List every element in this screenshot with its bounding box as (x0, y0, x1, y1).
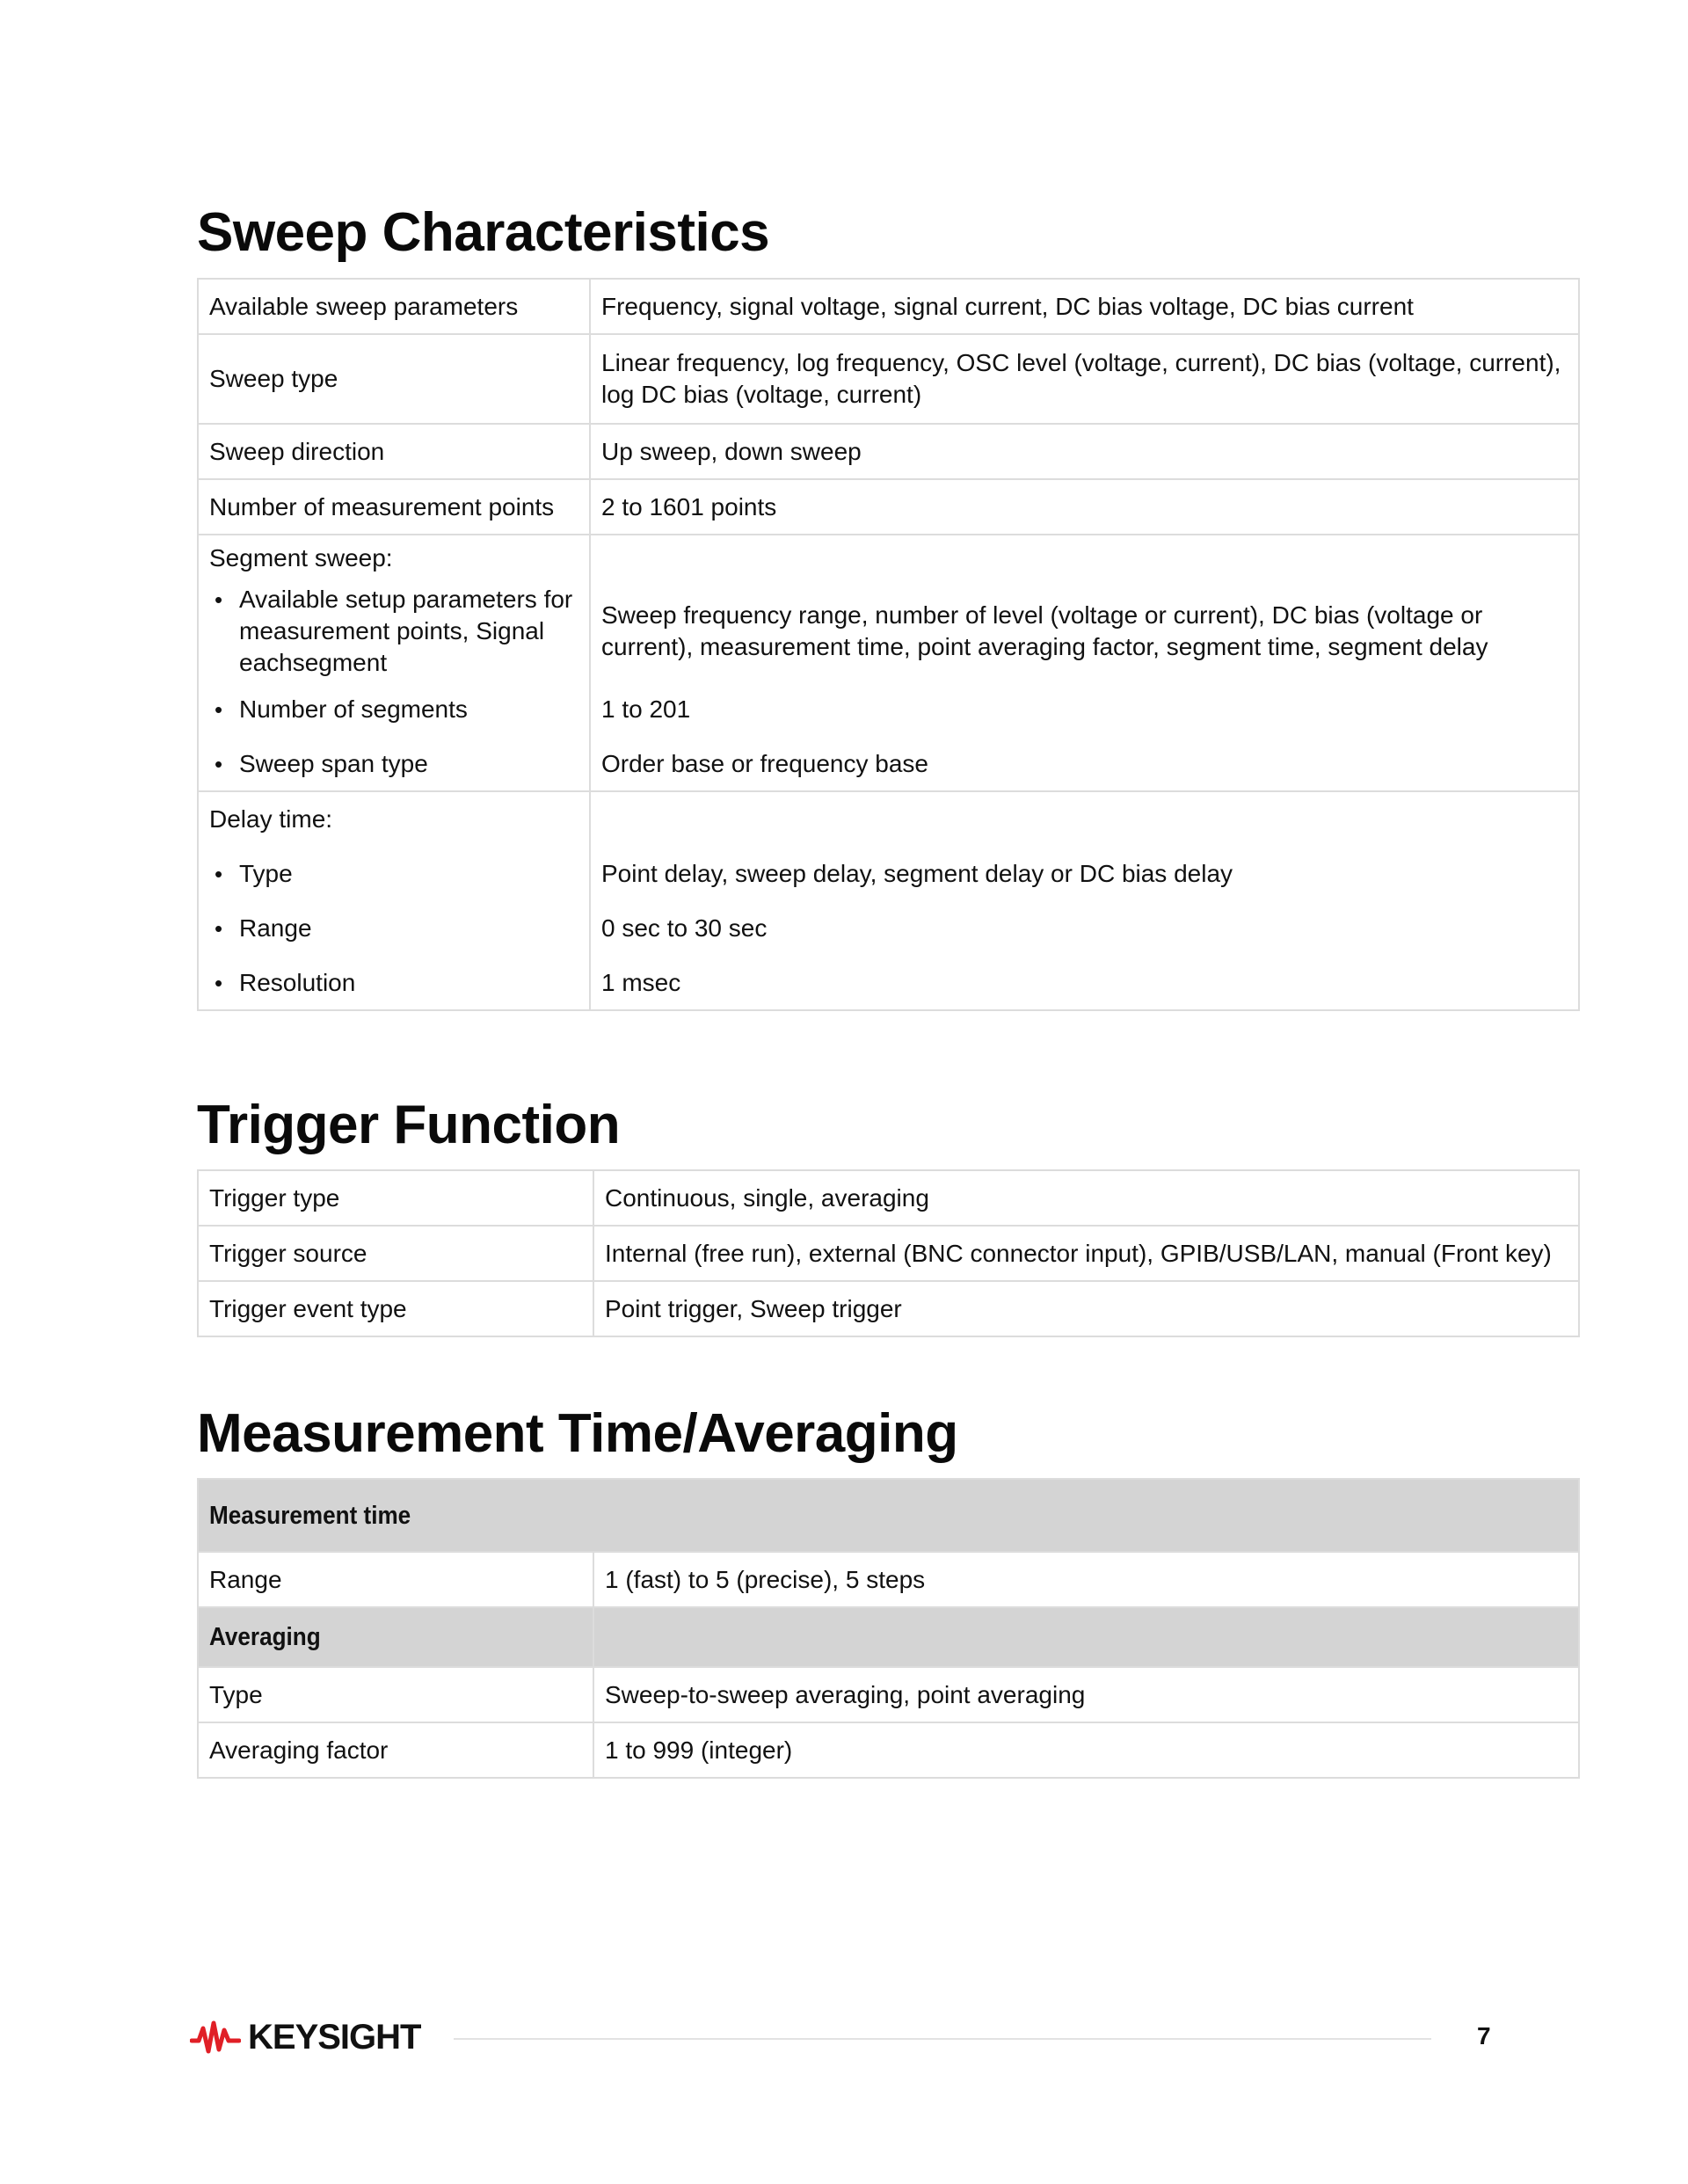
bullet-item: • Number of segments (209, 694, 578, 725)
table-row (198, 580, 1579, 682)
table-row (198, 1667, 1579, 1722)
row-value: 1 to 999 (integer) (593, 1722, 1579, 1778)
keysight-logo (190, 2015, 420, 2059)
row-value: Frequency, signal voltage, signal current, DC bias voltage, DC bias current (590, 279, 1579, 334)
bullet-item: • Available setup parameters for measurement points, Signal eachsegment (209, 584, 578, 679)
row-label: Range (198, 1552, 593, 1607)
section-header-row (198, 1607, 1579, 1667)
table-row (198, 791, 1579, 847)
table-row (198, 682, 1579, 737)
section-header-label: Averaging (209, 1623, 321, 1651)
row-value (590, 791, 1579, 847)
row-label: Available sweep parameters (198, 279, 590, 334)
row-label (198, 580, 590, 682)
bullet-item: • Range (209, 913, 578, 944)
row-value: Sweep frequency range, number of level (voltage or current), DC bias (voltage or current), measurement time, point averaging factor, segment time, segment delay (590, 580, 1579, 682)
row-value: 1 to 201 (590, 682, 1579, 737)
bullet-item: • Type (209, 858, 578, 890)
section-title-sweep: Sweep Characteristics (197, 202, 770, 263)
group-label-delay: Delay time: (198, 791, 590, 847)
table-row (198, 1722, 1579, 1778)
table-row (198, 479, 1579, 535)
row-value: Up sweep, down sweep (590, 424, 1579, 479)
row-label: Number of measurement points (198, 479, 590, 535)
table-row (198, 737, 1579, 791)
row-value: 1 (fast) to 5 (precise), 5 steps (593, 1552, 1579, 1607)
footer-divider (454, 2038, 1431, 2040)
row-value: Internal (free run), external (BNC connector input), GPIB/USB/LAN, manual (Front key) (593, 1226, 1579, 1281)
row-label: Trigger event type (198, 1281, 593, 1336)
row-value: Linear frequency, log frequency, OSC level (voltage, current), DC bias (voltage, current), log DC bias (voltage, current) (590, 334, 1579, 424)
row-value: 1 msec (590, 956, 1579, 1010)
section-header (198, 1479, 1579, 1552)
bullet-item: • Resolution (209, 967, 578, 999)
row-value (590, 535, 1579, 580)
table-row (198, 847, 1579, 901)
table-row (198, 956, 1579, 1010)
table-row (198, 901, 1579, 956)
section-header-label: Measurement time (209, 1501, 411, 1530)
logo-text: KEYSIGHT (248, 2017, 421, 2057)
row-value: Continuous, single, averaging (593, 1170, 1579, 1226)
row-label (198, 901, 590, 956)
row-label: Averaging factor (198, 1722, 593, 1778)
row-label: Type (198, 1667, 593, 1722)
row-value: Order base or frequency base (590, 737, 1579, 791)
keysight-wave-icon (190, 2018, 241, 2057)
sweep-table (197, 278, 1580, 1011)
row-value: Point trigger, Sweep trigger (593, 1281, 1579, 1336)
section-header (198, 1607, 593, 1667)
row-label: Sweep type (198, 334, 590, 424)
table-row (198, 1226, 1579, 1281)
table-row (198, 1552, 1579, 1607)
row-value: 2 to 1601 points (590, 479, 1579, 535)
bullet-item: • Sweep span type (209, 748, 578, 780)
row-label: Trigger source (198, 1226, 593, 1281)
row-label (198, 956, 590, 1010)
row-label: Sweep direction (198, 424, 590, 479)
row-value: Sweep-to-sweep averaging, point averaging (593, 1667, 1579, 1722)
table-row (198, 424, 1579, 479)
section-header-row (198, 1479, 1579, 1552)
section-header-empty (593, 1607, 1579, 1667)
table-row (198, 1281, 1579, 1336)
row-label (198, 682, 590, 737)
row-value: 0 sec to 30 sec (590, 901, 1579, 956)
row-label: Trigger type (198, 1170, 593, 1226)
page-number: 7 (1477, 2022, 1491, 2049)
table-row (198, 279, 1579, 334)
table-row (198, 334, 1579, 424)
table-row (198, 535, 1579, 580)
trigger-table (197, 1169, 1580, 1337)
row-value: Point delay, sweep delay, segment delay or DC bias delay (590, 847, 1579, 901)
section-title-measurement: Measurement Time/Averaging (197, 1403, 958, 1464)
row-label (198, 847, 590, 901)
row-label (198, 737, 590, 791)
measurement-table (197, 1478, 1580, 1779)
section-title-trigger: Trigger Function (197, 1095, 621, 1155)
table-row (198, 1170, 1579, 1226)
group-label-segment: Segment sweep: (198, 535, 590, 580)
